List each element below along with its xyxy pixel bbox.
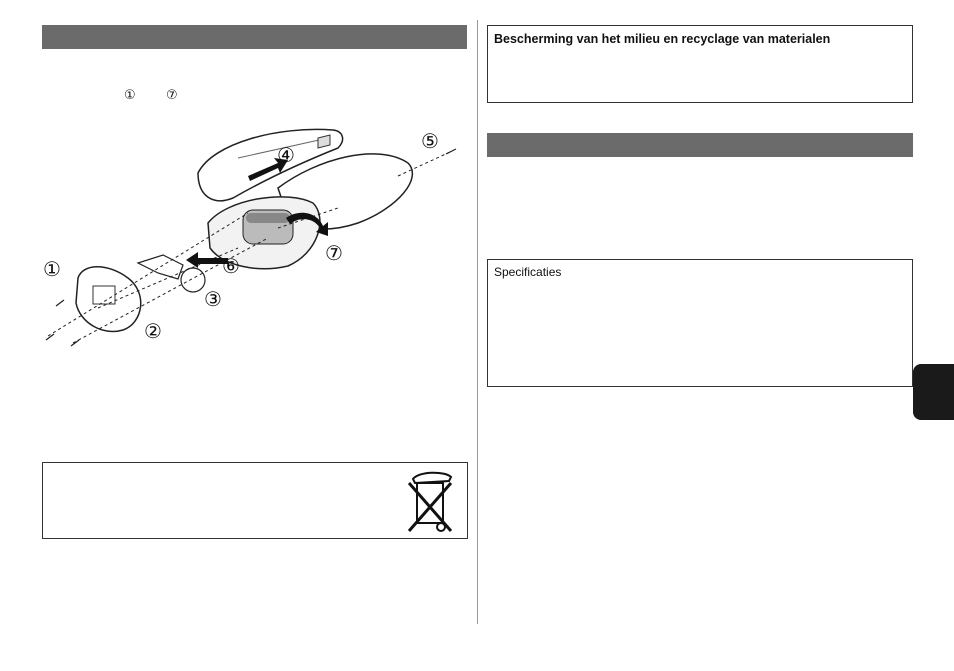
disassembly-diagram	[38, 118, 468, 358]
crossed-out-wheelie-bin-icon	[405, 469, 455, 535]
callout-2: ②	[144, 321, 162, 343]
disposal-notice-box	[42, 462, 468, 539]
clip-part	[138, 255, 183, 279]
specifications-box	[487, 259, 913, 387]
callout-4: ④	[277, 145, 295, 167]
environment-box-title: Bescherming van het milieu en recyclage van materialen	[494, 32, 831, 46]
environment-info-box	[487, 25, 913, 103]
step-marker-end: ⑦	[166, 87, 178, 102]
step-marker-start: ①	[124, 87, 136, 102]
callout-1: ①	[43, 259, 61, 281]
callout-3: ③	[204, 289, 222, 311]
right-section-header-bar	[487, 133, 913, 157]
specifications-box-title: Specificaties	[494, 265, 562, 279]
column-divider	[477, 20, 478, 624]
callout-5: ⑤	[421, 131, 439, 153]
callout-7: ⑦	[325, 243, 343, 265]
left-section-header-bar	[42, 25, 467, 49]
callout-6: ⑥	[222, 256, 240, 278]
motor-gear-part	[181, 268, 205, 292]
language-side-tab	[913, 364, 954, 420]
